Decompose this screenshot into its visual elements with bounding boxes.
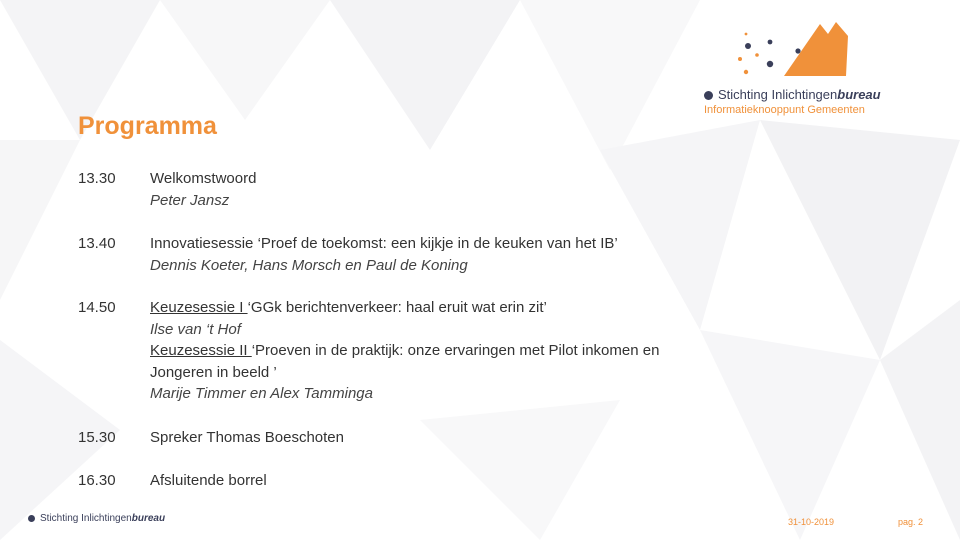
schedule-time: 16.30 — [78, 472, 116, 489]
keuzesessie-2-link[interactable]: Keuzesessie II — [150, 342, 252, 359]
session-speaker: Dennis Koeter, Hans Morsch en Paul de Koning — [150, 256, 468, 274]
schedule-time: 13.30 — [78, 170, 116, 187]
session-title: Afsluitende borrel — [150, 472, 267, 489]
schedule-time: 15.30 — [78, 429, 116, 446]
logo-subtitle: Informatieknooppunt Gemeenten — [704, 104, 865, 116]
session-speaker: Marije Timmer en Alex Tamminga — [150, 385, 373, 402]
schedule-body — [150, 427, 720, 449]
logo — [700, 14, 900, 120]
schedule-body — [150, 168, 720, 211]
schedule-body — [150, 470, 720, 492]
logo-dot-icon — [704, 91, 713, 100]
footer-logo: Stichting Inlichtingenbureau — [28, 513, 165, 524]
footer-date: 31-10-2019 — [788, 517, 835, 527]
session-title: Welkomstwoord — [150, 170, 257, 187]
logo-name: Stichting Inlichtingenbureau — [704, 87, 881, 102]
schedule-time: 14.50 — [78, 299, 116, 316]
footer-logo-dot-icon — [28, 515, 35, 522]
page-number: pag. 2 — [898, 517, 924, 527]
session-title: Keuzesessie I ‘GGk berichtenverkeer: haal eruit wat erin zit’ — [150, 299, 547, 316]
schedule-body — [150, 233, 720, 276]
session-title: Spreker Thomas Boeschoten — [150, 429, 344, 446]
schedule-body — [150, 297, 720, 405]
logo-mark-icon — [700, 14, 900, 88]
session-title: Keuzesessie II ‘Proeven in de praktijk: onze ervaringen met Pilot inkomen en Jongeren in beeld ’ — [150, 342, 660, 381]
session-title: Innovatiesessie ‘Proef de toekomst: een kijkje in de keuken van het IB’ — [150, 235, 618, 252]
keuzesessie-1-link[interactable]: Keuzesessie I — [150, 299, 248, 316]
page-title: Programma — [78, 112, 217, 140]
schedule-time: 13.40 — [78, 235, 116, 252]
session-speaker: Peter Jansz — [150, 191, 230, 209]
session-speaker: Ilse van ‘t Hof — [150, 320, 241, 338]
